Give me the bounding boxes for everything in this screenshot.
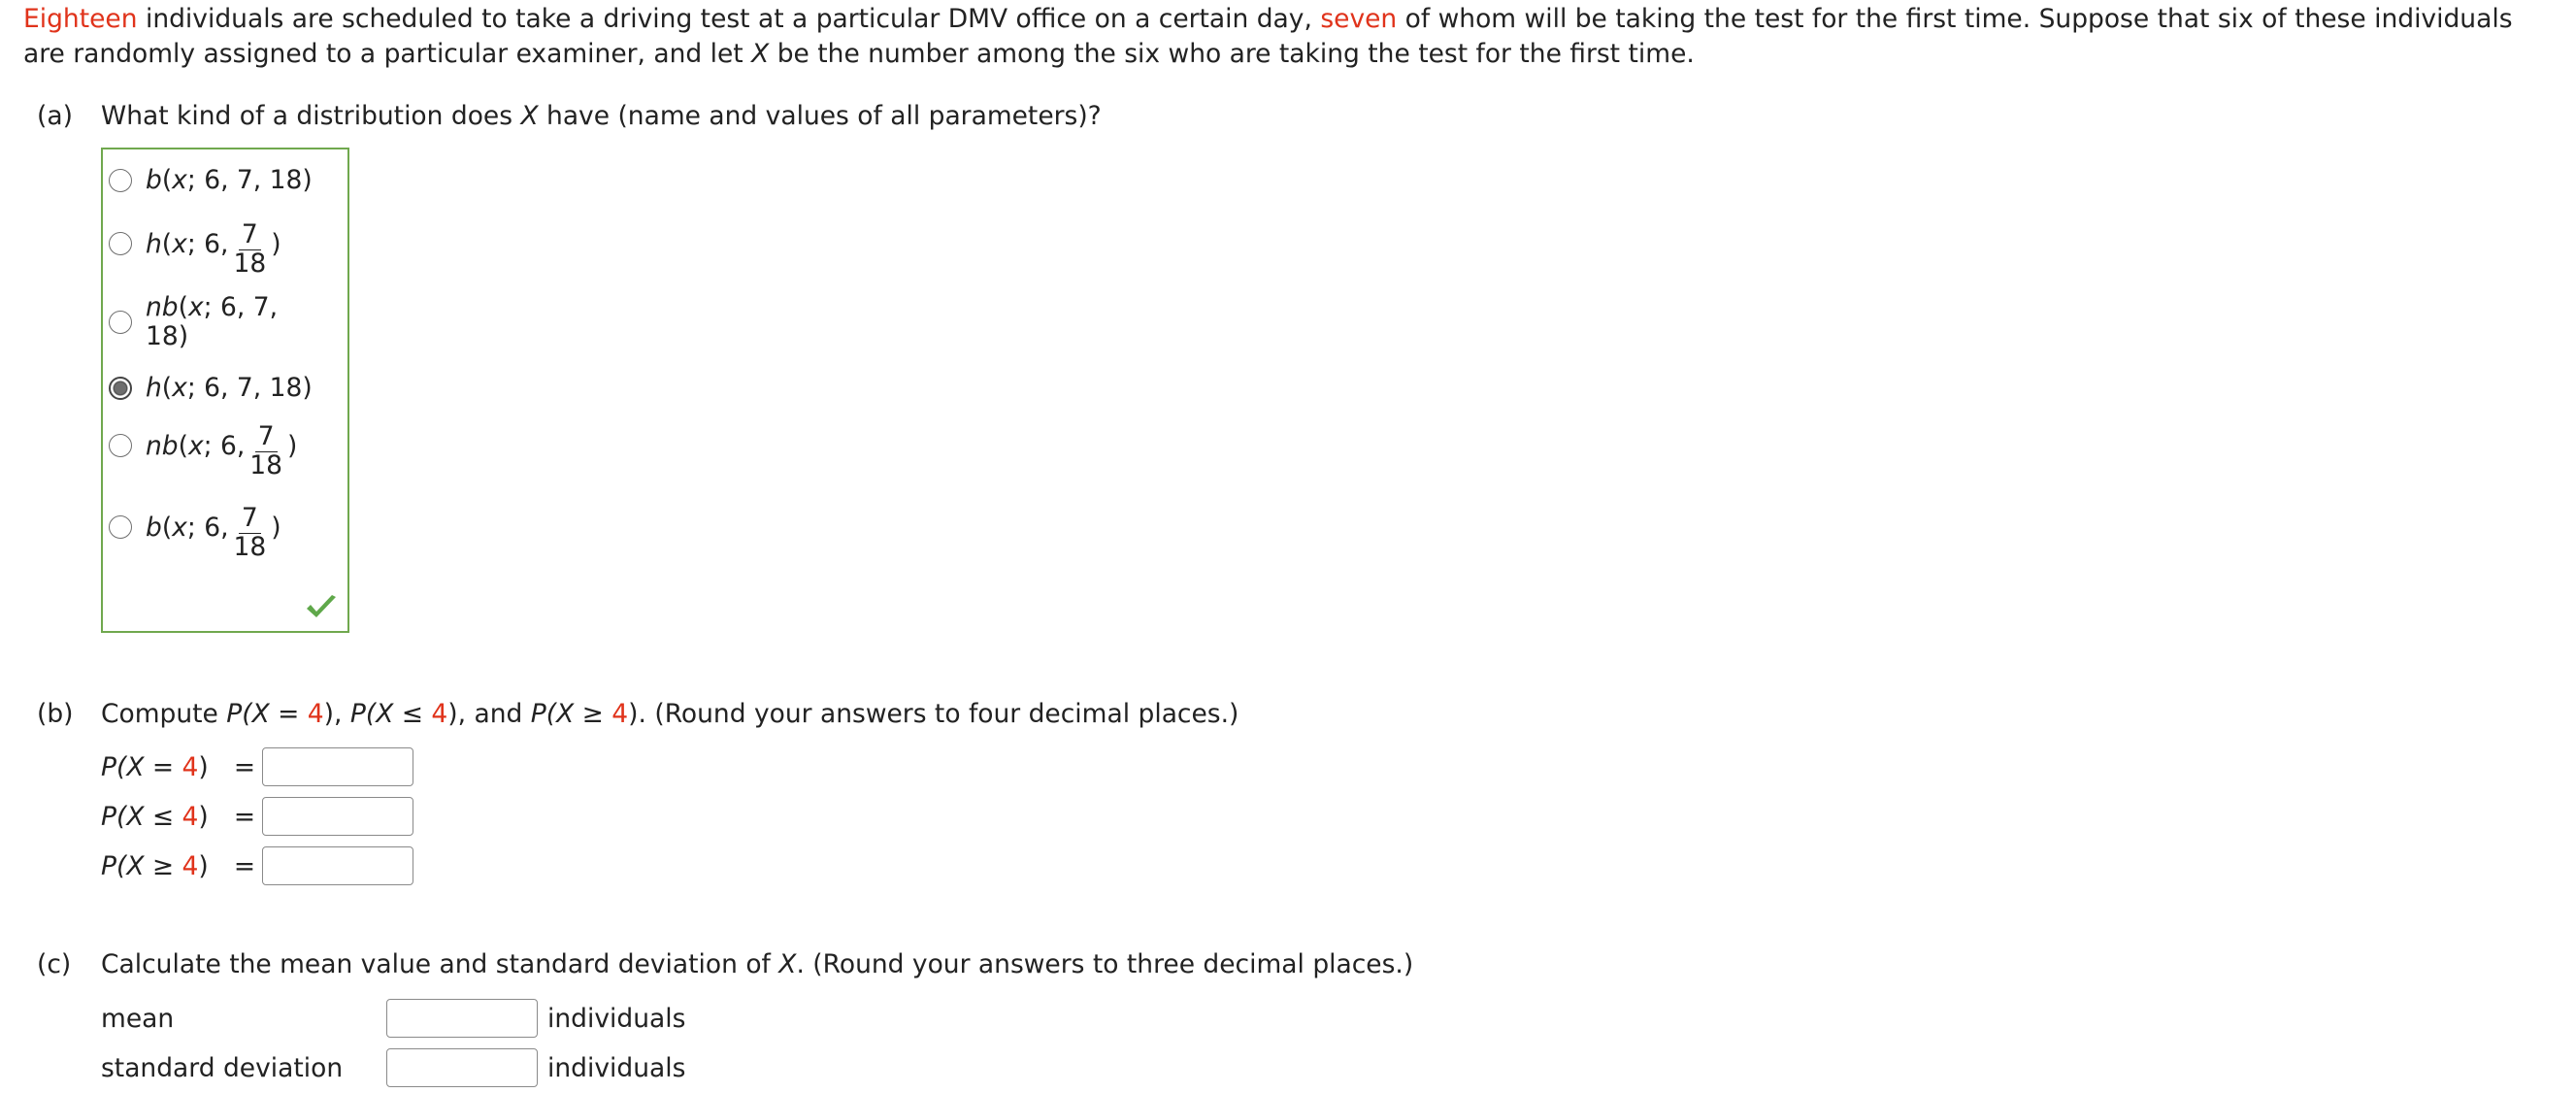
variable-x: X	[520, 101, 539, 131]
radio-button[interactable]	[109, 232, 132, 255]
part-b-label: (b)	[37, 699, 74, 729]
mean-input[interactable]	[386, 999, 538, 1038]
problem-statement	[23, 2, 2557, 72]
label-p-less-equal: P(X ≤ 4)	[101, 801, 209, 832]
row-p-less-equal	[101, 797, 413, 836]
option-label: b (x; 6, $\frac{7}{18}$ )	[146, 503, 281, 562]
radio-button[interactable]	[109, 515, 132, 539]
standard-deviation-unit: individuals	[547, 1052, 686, 1083]
option-label: h (x; 6, $\frac{7}{18}$ )	[146, 219, 281, 279]
part-c-label: (c)	[37, 949, 72, 979]
row-p-greater-equal	[101, 846, 413, 885]
equals-sign: =	[233, 801, 256, 832]
highlight-number: Eighteen	[23, 4, 138, 34]
option-hypergeometric-7-18[interactable]	[109, 373, 313, 403]
radio-button[interactable]	[109, 311, 132, 334]
row-p-equal	[101, 747, 413, 786]
standard-deviation-input[interactable]	[386, 1048, 538, 1087]
part-a-label: (a)	[37, 101, 73, 131]
radio-button[interactable]	[109, 169, 132, 192]
mean-unit: individuals	[547, 1003, 686, 1034]
part-a-question	[101, 101, 1102, 131]
option-label: h ( x ; 6, 7, 18)	[146, 373, 313, 403]
p-greater-equal-input[interactable]	[262, 846, 413, 885]
p-less-equal-input[interactable]	[262, 797, 413, 836]
option-label: nb (x; 6, $\frac{7}{18}$ )	[146, 421, 298, 480]
part-a-question-post: have (name and values of all parameters)?	[538, 101, 1102, 131]
answer-options-group	[101, 148, 349, 633]
radio-button[interactable]	[109, 434, 132, 457]
variable-x: X	[751, 39, 770, 69]
option-hypergeometric-fraction[interactable]	[109, 215, 281, 279]
option-binomial-7-18[interactable]	[109, 165, 313, 195]
option-label: b ( x ; 6, 7, 18)	[146, 165, 313, 195]
intro-text-1: individuals are scheduled to take a driving test at a particular DMV office on a certain day,	[137, 4, 1321, 34]
intro-text-2: of whom will be taking the test for the first time. Suppose that six of these individuals are randomly assigned to a particular examiner, and let	[23, 4, 2513, 69]
mean-label: mean	[101, 1003, 175, 1034]
option-binomial-fraction[interactable]	[109, 499, 281, 562]
fraction: $\frac{7}{18}$	[233, 503, 267, 562]
row-mean	[101, 999, 685, 1038]
equals-sign: =	[233, 850, 256, 881]
variable-x: X	[778, 949, 797, 979]
checkmark-icon	[305, 594, 338, 621]
option-negative-binomial-fraction[interactable]	[109, 417, 298, 480]
fraction: $\frac{7}{18}$	[249, 421, 283, 480]
row-standard-deviation	[101, 1048, 685, 1087]
option-negative-binomial-7-18[interactable]	[109, 293, 281, 351]
label-p-equal: P(X = 4)	[101, 751, 209, 782]
fraction: $\frac{7}{18}$	[233, 219, 267, 279]
option-label: nb(x; 6, 7, 18)	[146, 292, 278, 351]
intro-text-3: be the number among the six who are taking the test for the first time.	[769, 39, 1695, 69]
radio-button-selected[interactable]	[109, 377, 132, 400]
part-b-question: Compute P(X = 4), P(X ≤ 4), and P(X ≥ 4). (Round your answers to four decimal places.)	[101, 699, 1239, 729]
equals-sign: =	[233, 751, 256, 782]
p-equal-input[interactable]	[262, 747, 413, 786]
label-p-greater-equal: P(X ≥ 4)	[101, 850, 209, 881]
standard-deviation-label: standard deviation	[101, 1052, 344, 1083]
part-a-question-pre: What kind of a distribution does	[101, 101, 521, 131]
highlight-number-first-time: seven	[1320, 4, 1398, 34]
part-c-question: Calculate the mean value and standard deviation of X. (Round your answers to three decimal places.)	[101, 949, 1414, 979]
